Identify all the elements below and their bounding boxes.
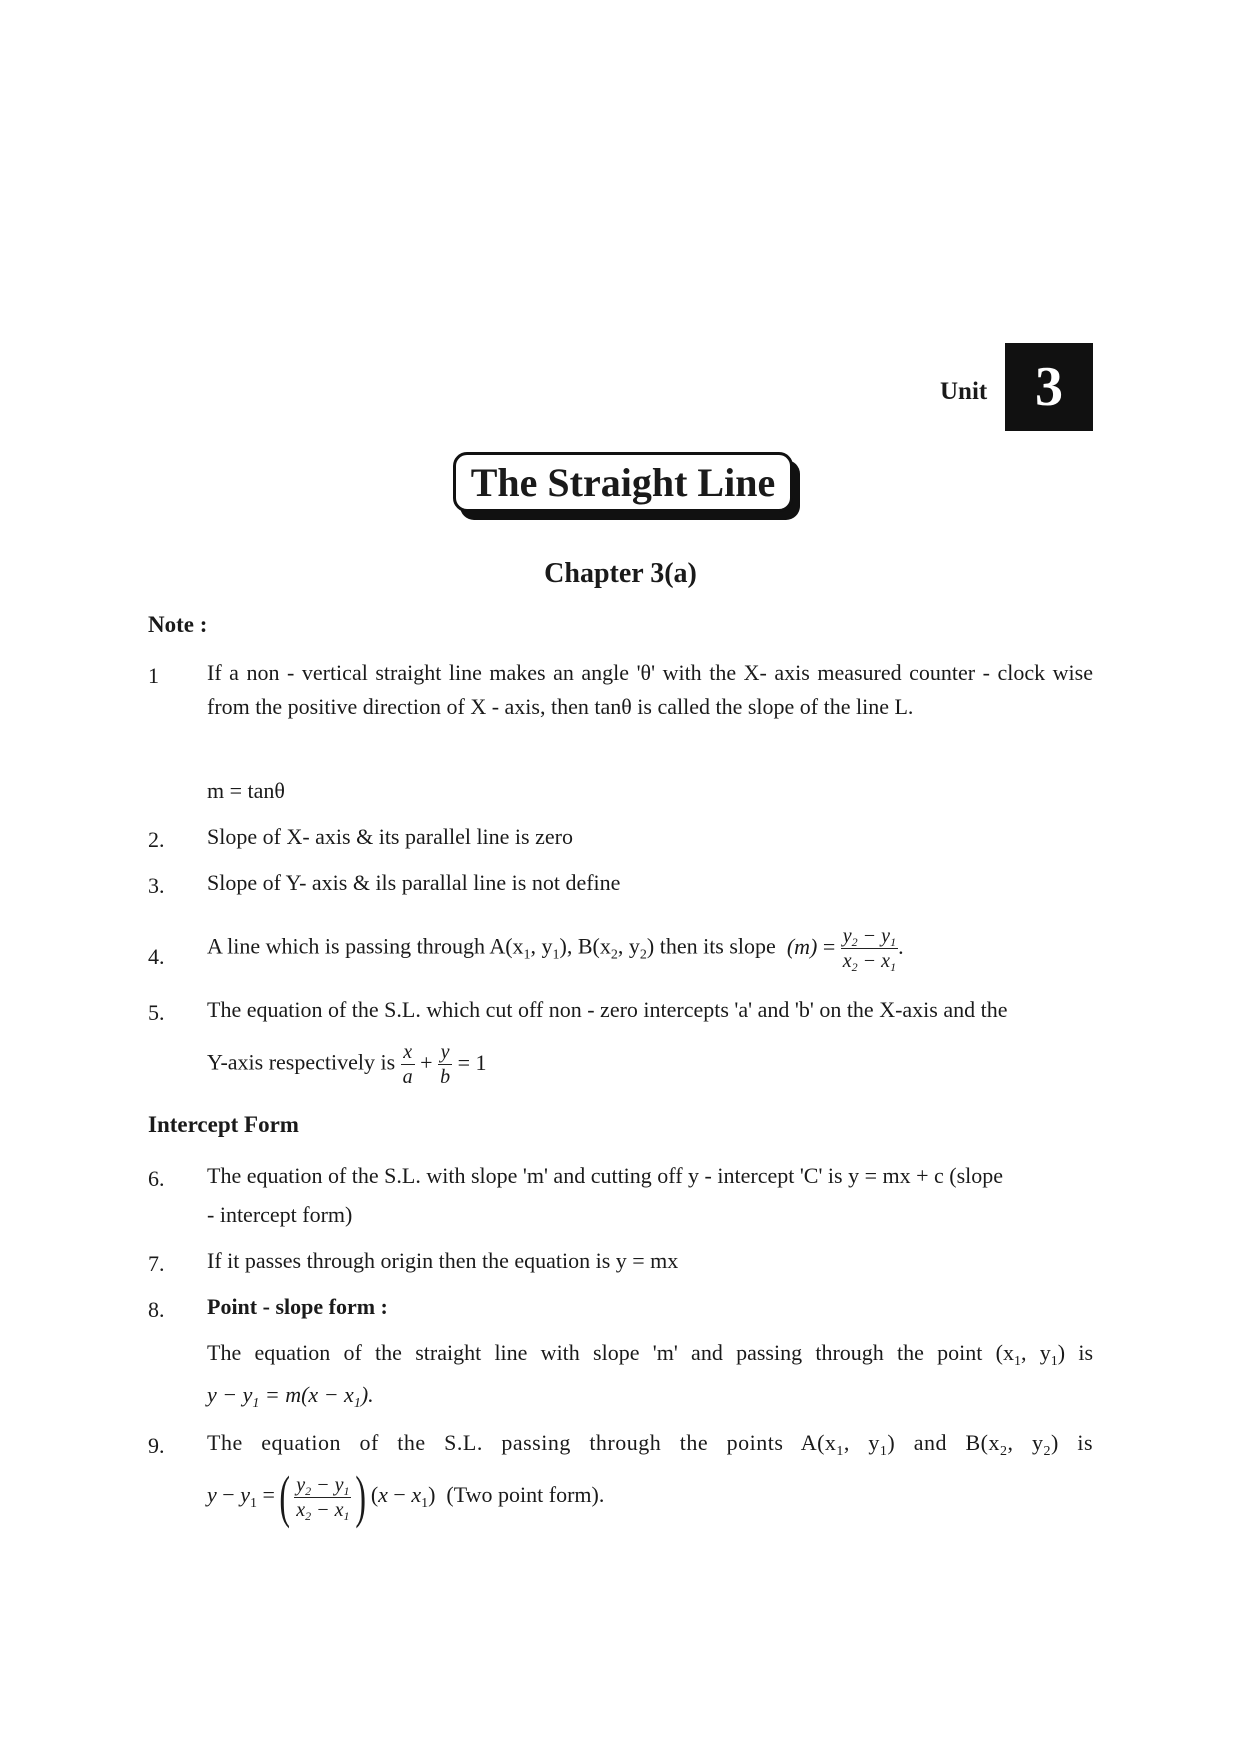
item-2-text: Slope of X- axis & its parallel line is zero	[207, 824, 573, 849]
chapter-heading: Chapter 3(a)	[544, 558, 697, 589]
item-5-text: The equation of the S.L. which cut off non - zero intercepts 'a' and 'b' on the X-axis and the	[207, 997, 1008, 1022]
two-point-formula: $y - y_1$ =( $\frac{y_2 - y_1}{x_2 - x_1}$ ) $(x - x_1)$ (Two point form).	[207, 1464, 605, 1529]
slope-formula: (m) = $\frac{y_2 - y_1}{x_2 - x_1}$ .	[786, 925, 904, 974]
item-7-text: If it passes through origin then the equation is y = mx	[207, 1248, 679, 1273]
item-number-5: 5.	[148, 1000, 165, 1025]
slope-definition: m = tanθ	[207, 778, 285, 803]
item-3-text: Slope of Y- axis & ils parallal line is not define	[207, 870, 621, 895]
item-number-6: 6.	[148, 1166, 165, 1191]
item-5-text-line2: Y-axis respectively is $\frac{x}{a}$ + $\frac{y}{b}$ = 1	[207, 1041, 487, 1088]
item-9-text: The equation of the S.L. passing through the points $A(x_1$, $y_1$) and $B(x_2$, $y_2$) is	[207, 1430, 1094, 1459]
note-heading: Note :	[148, 612, 208, 637]
item-number-3: 3.	[148, 873, 165, 898]
item-number-1: 1	[148, 663, 159, 688]
item-number-8: 8.	[148, 1297, 165, 1322]
item-number-7: 7.	[148, 1251, 165, 1276]
item-number-2: 2.	[148, 827, 165, 852]
item-6-text: The equation of the S.L. with slope 'm' and cutting off y - intercept 'C' is y = mx + c (slope	[207, 1163, 1004, 1188]
intercept-formula: $\frac{x}{a}$ + $\frac{y}{b}$ = 1	[402, 1041, 487, 1088]
intercept-form-heading: Intercept Form	[148, 1112, 299, 1137]
unit-label: Unit	[940, 378, 988, 405]
page-title: The Straight Line	[453, 452, 793, 512]
point-slope-formula: $y - y_1 = m(x - x_1)$.	[207, 1382, 374, 1411]
item-number-4: 4.	[148, 944, 165, 969]
item-number-9: 9.	[148, 1433, 165, 1458]
item-1-text: If a non - vertical straight line makes an angle 'θ' with the X- axis measured counter - clock wise from the positive direction of X - axis, then tanθ is called the slope of the line L.	[207, 660, 1093, 719]
item-4-text: A line which is passing through $A(x_1$, $y_1$), $B(x_2$, $y_2$) then its slope (m) = $\frac{y_2 - y_1}{x_2 - x_1}$ .	[207, 925, 904, 974]
item-8-text: The equation of the straight line with slope 'm' and passing through the point ($x_1$, $y_1$) is	[207, 1340, 1094, 1369]
point-slope-heading: Point - slope form :	[207, 1294, 388, 1319]
unit-number-badge: 3	[1005, 343, 1093, 431]
item-6-text-line2: - intercept form)	[207, 1202, 353, 1227]
